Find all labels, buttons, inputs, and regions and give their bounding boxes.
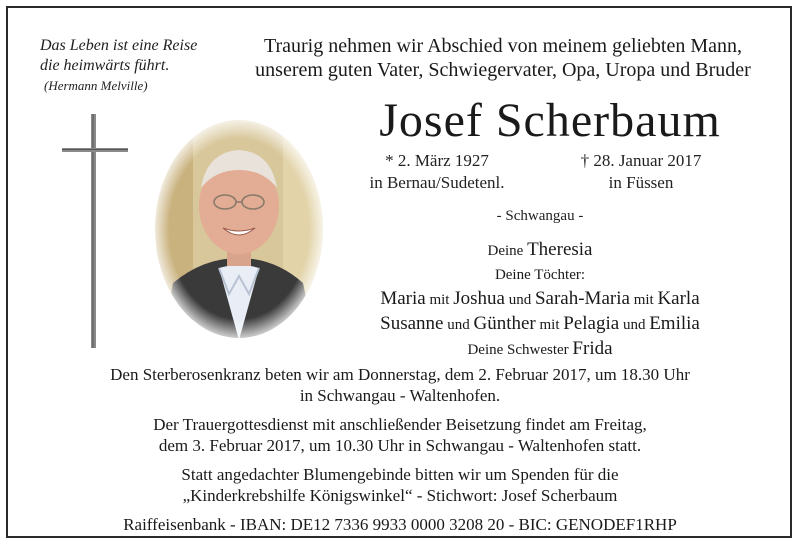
service-paragraph — [40, 414, 760, 456]
death-date: † 28. Januar 2017 — [580, 151, 702, 170]
sister-prefix: Deine Schwester — [467, 342, 569, 358]
connector-word: und — [622, 317, 646, 333]
birth-info — [352, 150, 522, 194]
quote-author: (Hermann Melville) — [44, 78, 148, 93]
service-line-2: dem 3. Februar 2017, um 10.30 Uhr in Schwangau - Waltenhofen statt. — [158, 436, 642, 455]
family-member: Karla — [657, 288, 700, 309]
family-member: Pelagia — [563, 313, 620, 334]
family-member: Emilia — [649, 313, 700, 334]
connector-word: mit — [633, 292, 654, 308]
birth-date: * 2. März 1927 — [385, 151, 489, 170]
quote-line-1: Das Leben ist eine Reise — [40, 37, 198, 54]
donation-paragraph — [40, 464, 760, 506]
rosary-line-1: Den Sterberosenkranz beten wir am Donnerstag, dem 2. Februar 2017, um 18.30 Uhr — [110, 365, 690, 384]
daughters-line-1 — [330, 287, 750, 312]
donation-line-2: „Kinderkrebshilfe Königswinkel“ - Stichwort: Josef Scherbaum — [182, 486, 618, 505]
death-info — [556, 150, 726, 194]
family-member: Susanne — [380, 313, 444, 334]
intro-text — [228, 34, 778, 82]
bank-details: Raiffeisenbank - IBAN: DE12 7336 9933 0000 3208 20 - BIC: GENODEF1RHP — [123, 515, 677, 534]
family-member: Sarah-Maria — [534, 288, 630, 309]
donation-line-1: Statt angedachter Blumengebinde bitten wir um Spenden für die — [181, 465, 619, 484]
family-list — [330, 238, 750, 362]
death-place: in Füssen — [608, 173, 674, 192]
service-line-1: Der Trauergottesdienst mit anschließender Beisetzung findet am Freitag, — [153, 415, 647, 434]
connector-word: mit — [539, 317, 560, 333]
wife-name: Theresia — [527, 239, 593, 260]
family-member: Maria — [380, 288, 426, 309]
sister-line — [330, 337, 750, 362]
rosary-line-2: in Schwangau - Waltenhofen. — [299, 386, 501, 405]
wife-line — [330, 238, 750, 263]
portrait-photo — [153, 118, 325, 340]
cross-icon — [62, 114, 128, 348]
intro-line-2: unserem guten Vater, Schwiegervater, Opa, Uropa und Bruder — [255, 59, 751, 81]
birth-place: in Bernau/Sudetenl. — [369, 173, 505, 192]
rosary-paragraph — [40, 364, 760, 406]
family-member: Joshua — [453, 288, 505, 309]
connector-word: mit — [429, 292, 450, 308]
connector-word: und — [508, 292, 532, 308]
connector-word: und — [447, 317, 470, 333]
intro-line-1: Traurig nehmen wir Abschied von meinem geliebten Mann, — [263, 35, 743, 57]
deceased-name: Josef Scherbaum — [379, 94, 721, 147]
family-member: Günther — [473, 313, 536, 334]
epigraph-quote — [40, 36, 240, 96]
announcements — [40, 364, 760, 543]
wife-prefix: Deine — [487, 243, 524, 259]
daughters-line-2 — [330, 312, 750, 337]
daughters-label: Deine Töchter: — [494, 267, 586, 283]
quote-line-2: die heimwärts führt. — [40, 57, 170, 74]
sister-name: Frida — [572, 338, 613, 359]
residence: - Schwangau - — [496, 208, 584, 224]
